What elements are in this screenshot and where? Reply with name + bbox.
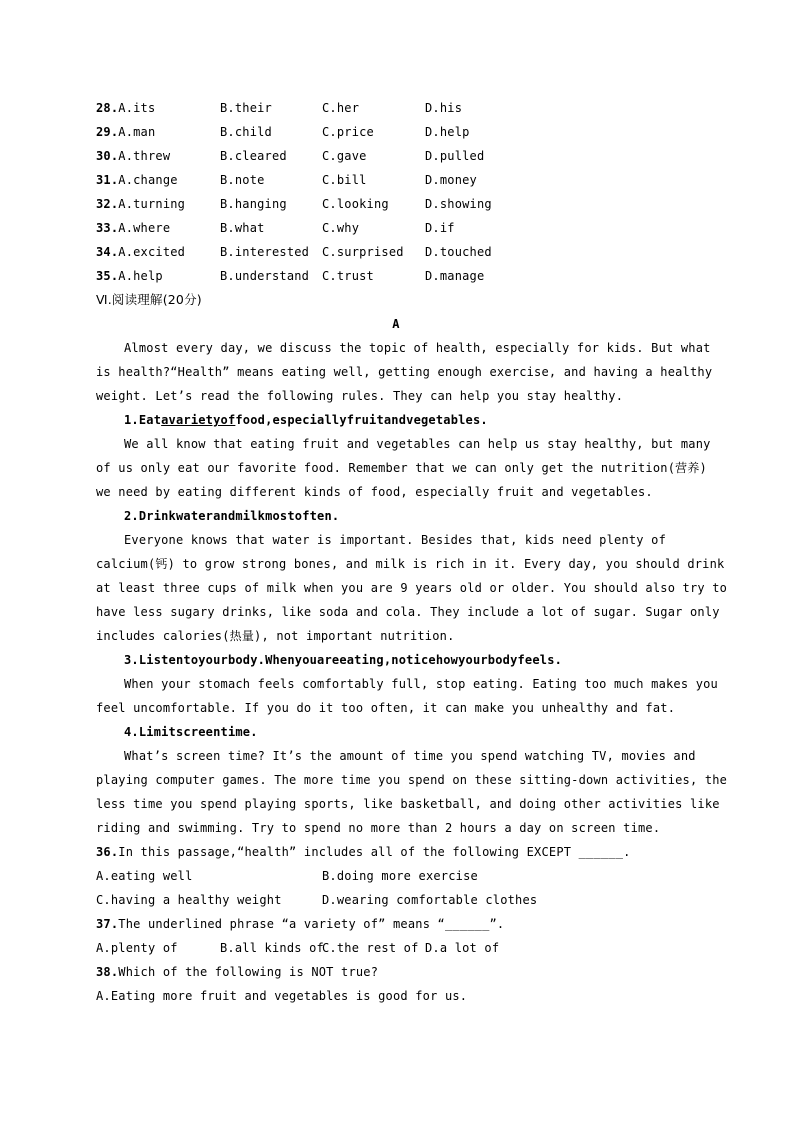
option-d: D.his: [425, 101, 463, 115]
option-c: C.bill: [322, 173, 367, 187]
option-b: B.hanging: [220, 197, 287, 211]
option-d: D.a lot of: [425, 941, 500, 955]
paragraph-line: What’s screen time? It’s the amount of time you spend watching TV, movies and: [124, 749, 696, 763]
option-c: C.gave: [322, 149, 367, 163]
question-text: In this passage,“health” includes all of the following EXCEPT ______.: [118, 845, 631, 859]
option-d: D.touched: [425, 245, 492, 259]
underlined-phrase: avarietyof: [161, 413, 236, 427]
option-c: C.having a healthy weight: [96, 893, 282, 907]
rule-heading-2: 2.Drinkwaterandmilkmostoften.: [124, 509, 340, 523]
option-d: D.pulled: [425, 149, 485, 163]
intro-line: weight. Let’s read the following rules. They can help you stay healthy.: [96, 389, 624, 403]
paragraph-line: When your stomach feels comfortably full, stop eating. Eating too much makes you: [124, 677, 718, 691]
option-row-35: [96, 264, 696, 288]
option-b: B.child: [220, 125, 272, 139]
question-38-stem: [96, 960, 696, 984]
paragraph-line: playing computer games. The more time you spend on these sitting-down activities, the: [96, 773, 728, 787]
option-row-34: [96, 240, 696, 264]
option-b: B.cleared: [220, 149, 287, 163]
intro-line: is health?“Health” means eating well, getting enough exercise, and having a healthy: [96, 365, 713, 379]
passage-label: A: [392, 317, 400, 331]
option-a: A.turning: [118, 197, 186, 211]
option-row-28: [96, 96, 696, 120]
option-b: B.doing more exercise: [322, 869, 478, 883]
option-b: B.all kinds of: [220, 941, 324, 955]
paragraph-line: at least three cups of milk when you are 9 years old or older. You should also try to: [96, 581, 728, 595]
question-37-stem: [96, 912, 696, 936]
rule-heading-4: 4.Limitscreentime.: [124, 725, 258, 739]
option-c: C.price: [322, 125, 374, 139]
rule-heading-prefix: 1.Eat: [124, 413, 162, 427]
question-number: 30.: [96, 149, 119, 163]
paragraph-line: have less sugary drinks, like soda and cola. They include a lot of sugar. Sugar only: [96, 605, 720, 619]
question-number: 37.: [96, 917, 119, 931]
paragraph-line: we need by eating different kinds of food, especially fruit and vegetables.: [96, 485, 653, 499]
option-a: A.help: [118, 269, 163, 283]
question-37-options: [96, 936, 696, 960]
option-c: C.the rest of: [322, 941, 419, 955]
option-b: B.interested: [220, 245, 310, 259]
option-c: C.trust: [322, 269, 374, 283]
option-d: D.money: [425, 173, 477, 187]
option-a: A.man: [118, 125, 156, 139]
option-row-29: [96, 120, 696, 144]
question-number: 31.: [96, 173, 119, 187]
option-a: A.where: [118, 221, 171, 235]
option-d: D.manage: [425, 269, 485, 283]
option-d: D.if: [425, 221, 455, 235]
question-36-options-row-2: [96, 888, 696, 912]
question-36-options-row-1: [96, 864, 696, 888]
paragraph-line: calcium(钙) to grow strong bones, and milk is rich in it. Every day, you should drink: [96, 557, 725, 571]
question-number: 36.: [96, 845, 119, 859]
question-text: Which of the following is NOT true?: [118, 965, 379, 979]
option-row-32: [96, 192, 696, 216]
option-d: D.wearing comfortable clothes: [322, 893, 538, 907]
paragraph-line: Everyone knows that water is important. Besides that, kids need plenty of: [124, 533, 666, 547]
option-d: D.showing: [425, 197, 492, 211]
option-a: A.its: [118, 101, 156, 115]
paragraph-line: We all know that eating fruit and vegetables can help us stay healthy, but many: [124, 437, 711, 451]
paragraph-line: feel uncomfortable. If you do it too often, it can make you unhealthy and fat.: [96, 701, 676, 715]
option-d: D.help: [425, 125, 470, 139]
question-number: 32.: [96, 197, 119, 211]
question-number: 35.: [96, 269, 119, 283]
option-c: C.surprised: [322, 245, 404, 259]
option-row-33: [96, 216, 696, 240]
option-a: A.plenty of: [96, 941, 178, 955]
rule-heading-suffix: food,especiallyfruitandvegetables.: [235, 413, 488, 427]
paragraph-line: includes calories(热量), not important nutrition.: [96, 629, 455, 643]
option-a: A.eating well: [96, 869, 193, 883]
paragraph-line: less time you spend playing sports, like basketball, and doing other activities like: [96, 797, 720, 811]
section-title: Ⅵ.阅读理解(20分): [96, 292, 202, 307]
question-number: 38.: [96, 965, 119, 979]
option-c: C.why: [322, 221, 360, 235]
rule-heading-3: 3.Listentoyourbody.Whenyouareeating,noticehowyourbodyfeels.: [124, 653, 563, 667]
option-a: A.threw: [118, 149, 171, 163]
question-number: 33.: [96, 221, 119, 235]
option-b: B.understand: [220, 269, 310, 283]
question-number: 34.: [96, 245, 119, 259]
question-36-stem: [96, 840, 696, 864]
option-row-31: [96, 168, 696, 192]
question-number: 28.: [96, 101, 119, 115]
paragraph-line: riding and swimming. Try to spend no more than 2 hours a day on screen time.: [96, 821, 661, 835]
option-a: A.excited: [118, 245, 186, 259]
question-number: 29.: [96, 125, 119, 139]
option-a: A.change: [118, 173, 178, 187]
option-c: C.her: [322, 101, 360, 115]
rule-heading-1: [124, 408, 696, 432]
option-row-30: [96, 144, 696, 168]
question-text: The underlined phrase “a variety of” means “______”.: [118, 917, 505, 931]
option-b: B.note: [220, 173, 265, 187]
intro-line: Almost every day, we discuss the topic of health, especially for kids. But what: [124, 341, 711, 355]
question-38-option-a: A.Eating more fruit and vegetables is good for us.: [96, 989, 468, 1003]
option-c: C.looking: [322, 197, 389, 211]
option-b: B.their: [220, 101, 272, 115]
option-b: B.what: [220, 221, 265, 235]
paragraph-line: of us only eat our favorite food. Remember that we can only get the nutrition(营养): [96, 461, 707, 475]
